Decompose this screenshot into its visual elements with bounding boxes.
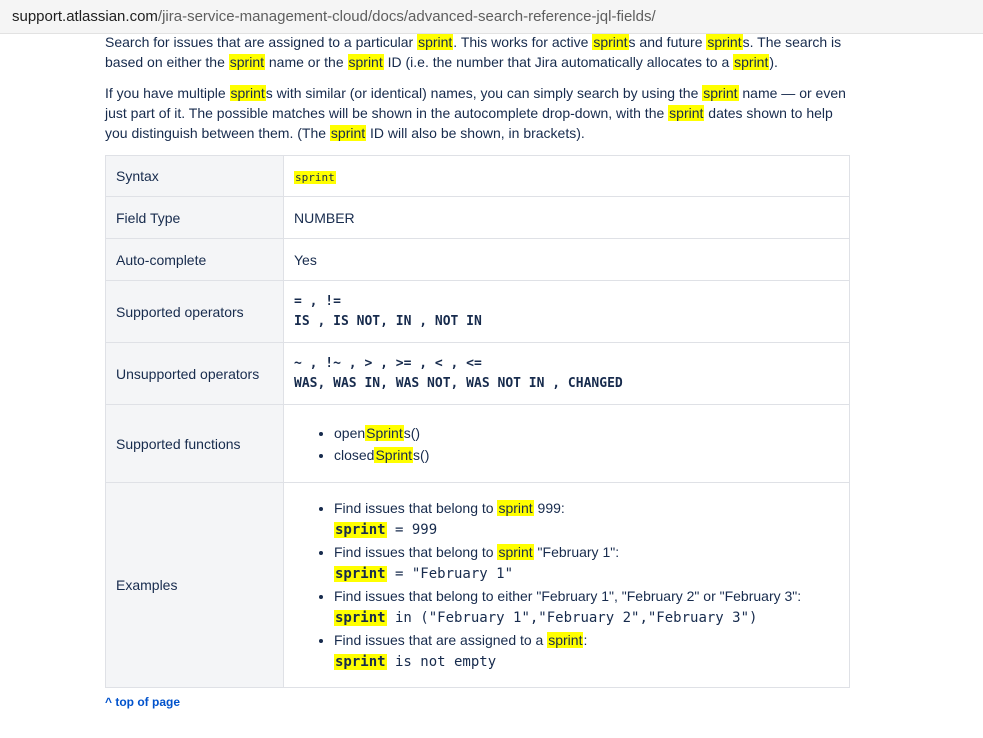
highlight: sprint: [335, 654, 386, 670]
text: . This works for active: [453, 34, 593, 50]
text: name or the: [265, 54, 348, 70]
text: s(): [403, 424, 421, 441]
text: Find issues that belong to: [334, 544, 498, 560]
list-item: [334, 497, 849, 541]
text: Find issues that belong to either "February 1", "February 2" or "February 3":: [334, 588, 802, 604]
url-domain: support.atlassian.com: [12, 8, 158, 25]
text: dates shown to help you distinguish between them. (The: [105, 105, 833, 141]
text: "February 1":: [533, 544, 620, 560]
highlight: sprint: [229, 54, 264, 70]
text: name — or even just part of it. The possible matches will be shown in the autocomplete drop-down, with the: [105, 85, 846, 121]
text: s(): [413, 446, 430, 463]
row-label: Supported operators: [106, 281, 284, 342]
text: ).: [769, 54, 778, 70]
highlight: sprint: [335, 610, 386, 626]
functions-list: [294, 422, 849, 466]
row-value: NUMBER: [294, 209, 355, 226]
code: = "February 1": [386, 566, 514, 582]
row-value: [284, 405, 849, 482]
table-row-supported-functions: [106, 404, 849, 482]
code-example: [334, 519, 849, 541]
row-label: Supported functions: [106, 405, 284, 482]
code: in ("February 1","February 2","February 3"): [386, 610, 758, 626]
code: = 999: [386, 522, 438, 538]
operators-line: ~ , !~ , > , >= , < , <=: [294, 355, 482, 371]
list-item: [334, 422, 849, 444]
sprint-field-table: [105, 155, 850, 688]
highlight: sprint: [734, 54, 769, 70]
examples-list: [294, 497, 849, 673]
highlight: sprint: [703, 85, 738, 101]
highlight: sprint: [498, 544, 533, 560]
operators-line: WAS, WAS IN, WAS NOT, WAS NOT IN , CHANGED: [294, 375, 623, 391]
operators-line: IS , IS NOT, IN , NOT IN: [294, 313, 482, 329]
top-of-page-link[interactable]: ^ top of page: [105, 695, 180, 709]
list-item: [334, 541, 849, 585]
row-value: [284, 483, 849, 687]
intro-paragraph-2: [105, 83, 855, 143]
text: open: [334, 424, 366, 441]
list-item: [334, 585, 849, 629]
highlight: sprint: [707, 34, 742, 50]
table-row-unsupported-operators: [106, 342, 849, 404]
row-value: [284, 156, 849, 196]
code-example: [334, 607, 849, 629]
text: :: [583, 632, 588, 648]
table-row-examples: [106, 482, 849, 687]
table-row-syntax: [106, 156, 849, 196]
code-example: [334, 563, 849, 585]
row-value: Yes: [294, 251, 317, 268]
code: is not empty: [386, 654, 497, 670]
table-row-autocomplete: [106, 238, 849, 280]
text: Search for issues that are assigned to a particular: [105, 34, 418, 50]
url-text[interactable]: [12, 8, 656, 25]
intro-paragraph-1: [105, 32, 855, 72]
highlight: sprint: [548, 632, 583, 648]
row-label: Field Type: [106, 197, 284, 238]
code-example: [334, 651, 849, 673]
text: s with similar (or identical) names, you can simply search by using the: [265, 85, 703, 101]
row-label: Unsupported operators: [106, 343, 284, 404]
text: s. The search is based on either the: [105, 34, 842, 70]
row-value: [284, 343, 849, 404]
list-item: [334, 444, 849, 466]
text: ID will also be shown, in brackets).: [366, 125, 585, 141]
text: ID (i.e. the number that Jira automatically allocates to a: [383, 54, 734, 70]
row-label: Examples: [106, 483, 284, 687]
highlight: sprint: [669, 105, 704, 121]
address-bar[interactable]: [0, 0, 983, 34]
highlight: Sprint: [375, 446, 413, 463]
highlight: sprint: [418, 34, 453, 50]
highlight: sprint: [335, 522, 386, 538]
url-path: /jira-service-management-cloud/docs/advanced-search-reference-jql-fields/: [157, 8, 656, 25]
table-row-supported-operators: [106, 280, 849, 342]
highlight: sprint: [348, 54, 383, 70]
highlight: sprint: [335, 566, 386, 582]
text: closed: [334, 446, 375, 463]
highlight: Sprint: [366, 424, 403, 441]
table-row-field-type: [106, 196, 849, 238]
text: If you have multiple: [105, 85, 230, 101]
text: s and future: [628, 34, 707, 50]
highlight: sprint: [330, 125, 366, 141]
highlight: sprint: [593, 34, 628, 50]
list-item: [334, 629, 849, 673]
row-label: Auto-complete: [106, 239, 284, 280]
highlight: sprint: [230, 85, 265, 101]
row-value: [284, 281, 849, 342]
operators-line: = , !=: [294, 293, 341, 309]
text: Find issues that belong to: [334, 500, 498, 516]
row-label: Syntax: [106, 156, 284, 196]
text: Find issues that are assigned to a: [334, 632, 548, 648]
syntax-value: sprint: [295, 171, 335, 184]
highlight: sprint: [498, 500, 533, 516]
text: 999:: [533, 500, 565, 516]
